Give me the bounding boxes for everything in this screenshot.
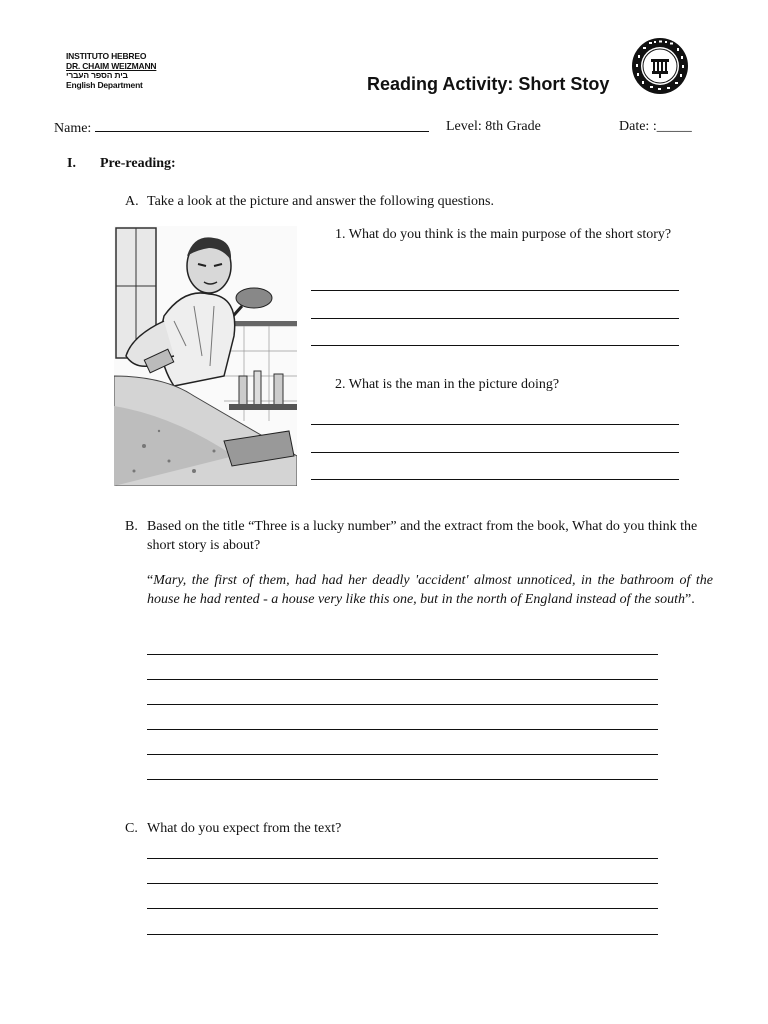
answer-line-q2-1[interactable] [311,424,679,425]
part-a-label: A. [125,194,139,209]
page-title [367,74,609,95]
section-number: I. [67,156,76,171]
school-seal-icon [631,37,689,95]
answer-line-c-4[interactable] [147,934,658,935]
part-c-prompt: What do you expect from the text? [147,821,342,836]
answer-line-q1-1[interactable] [311,290,679,291]
date-field: Date: :_____ [619,119,692,134]
answer-line-c-3[interactable] [147,908,658,909]
part-c-label: C. [125,821,138,836]
answer-line-b-2[interactable] [147,679,658,680]
answer-line-c-1[interactable] [147,858,658,859]
part-b-prompt: Based on the title “Three is a lucky number” and the extract from the book, What do you think the short story is about? [147,519,698,553]
quote-text: Mary, the first of them, had had her deadly 'accident' almost unnoticed, in the bathroom of the house he had rented - a house very like this one, but in the north of England instead of the south [147,573,713,607]
question-2-text: What is the man in the picture doing? [348,377,560,392]
answer-line-q2-3[interactable] [311,479,679,480]
question-2-number: 2. [335,377,346,392]
logo-line-3: בית הספר העברי [66,70,128,81]
name-label: Name: [54,121,92,136]
quote-close-mark: ”. [685,592,695,607]
name-field [54,119,429,137]
question-1-text: What do you think is the main purpose of the short story? [348,227,672,242]
name-blank[interactable] [95,119,429,132]
answer-line-b-4[interactable] [147,729,658,730]
logo-line-2: DR. CHAIM WEIZMANN [66,60,157,71]
story-extract-quote [147,571,713,609]
man-illustration-image [114,226,297,486]
answer-line-b-3[interactable] [147,704,658,705]
answer-line-b-6[interactable] [147,779,658,780]
answer-line-c-2[interactable] [147,883,658,884]
answer-line-b-1[interactable] [147,654,658,655]
answer-line-q2-2[interactable] [311,452,679,453]
school-logo [66,52,156,90]
quote-open-mark: “ [147,573,154,588]
part-a-instruction: Take a look at the picture and answer the following questions. [147,194,494,209]
part-b-label: B. [125,519,138,534]
logo-line-4: English Department [66,79,143,90]
question-1 [311,225,711,244]
question-1-number: 1. [335,227,346,242]
page-title-text: Reading Activity: Short Sto [367,74,600,94]
answer-line-q1-2[interactable] [311,318,679,319]
logo-line-1: INSTITUTO HEBREO [66,51,147,61]
section-title: Pre-reading: [100,156,176,171]
answer-line-q1-3[interactable] [311,345,679,346]
question-2 [335,375,559,394]
answer-line-b-5[interactable] [147,754,658,755]
page-title-tail: y [599,74,610,94]
level-field: Level: 8th Grade [446,119,541,134]
